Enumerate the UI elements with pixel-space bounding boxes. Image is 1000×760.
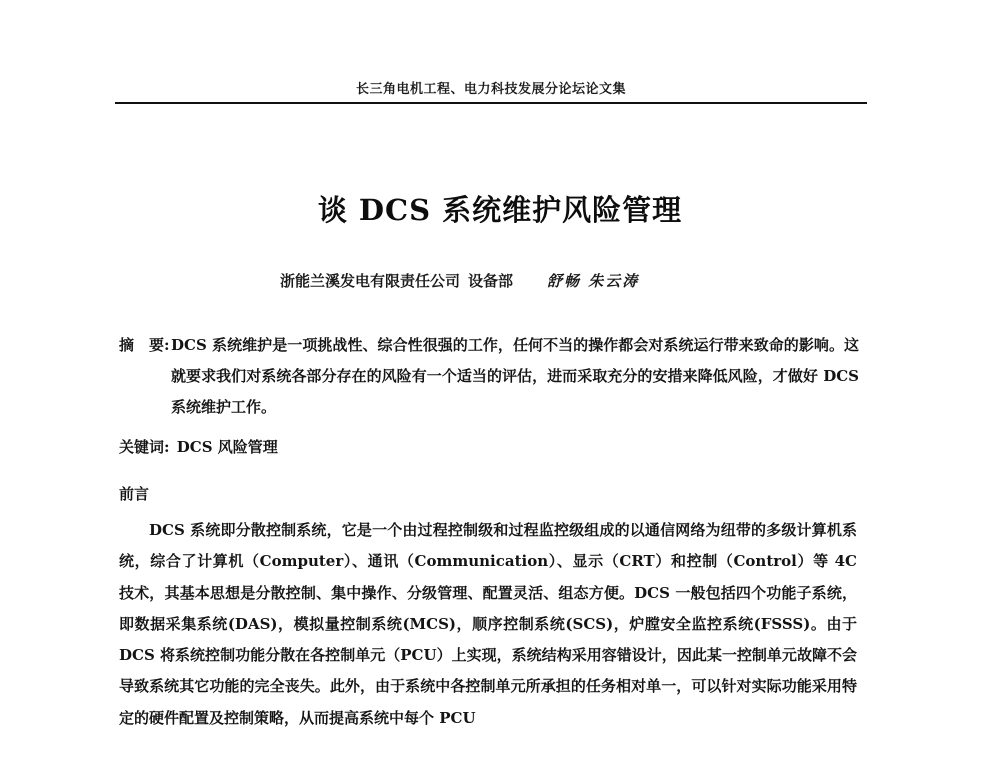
- abstract: [119, 330, 859, 423]
- keywords: [119, 436, 278, 457]
- affiliation-line: [280, 270, 639, 291]
- abstract-text: DCS 系统维护是一项挑战性、综合性很强的工作，任何不当的操作都会对系统运行带来致命的影响。这就要求我们对系统各部分存在的风险有一个适当的评估，进而采取充分的安措来降低风险，才做好 DCS 系统维护工作。: [171, 336, 859, 416]
- department: 设备部: [468, 272, 514, 290]
- authors: 舒畅 朱云涛: [547, 272, 640, 290]
- keywords-value: DCS 风险管理: [176, 438, 278, 456]
- section-heading: 前言: [119, 485, 150, 503]
- body-paragraph: DCS 系统即分散控制系统，它是一个由过程控制级和过程监控级组成的以通信网络为纽带的多级计算机系统，综合了计算机（Computer）、通讯（Communication）、显示（CRT）和控制（Control）等 4C 技术，其基本思想是分散控制、集中操作、分级管理、配置灵活、组态方便。DCS 一般包括四个功能子系统，即数据采集系统(DAS)，模拟量控制系统(MCS)，顺序控制系统(SCS)，炉膛安全监控系统(FSSS)。由于 DCS 将系统控制功能分散在各控制单元（PCU）上实现，系统结构采用容错设计，因此某一控制单元故障不会导致系统其它功能的完全丧失。此外，由于系统中各控制单元所承担的任务相对单一，可以针对实际功能采用特定的硬件配置及控制策略，从而提高系统中每个 PCU: [119, 521, 857, 727]
- keywords-label: 关键词:: [119, 438, 170, 456]
- organization: 浙能兰溪发电有限责任公司: [280, 272, 461, 290]
- paper-title: 谈 DCS 系统维护风险管理: [317, 193, 683, 227]
- running-head: 长三角电机工程、电力科技发展分论坛论文集: [355, 82, 626, 97]
- abstract-label: 摘 要:: [119, 336, 170, 354]
- header-rule: [115, 102, 867, 104]
